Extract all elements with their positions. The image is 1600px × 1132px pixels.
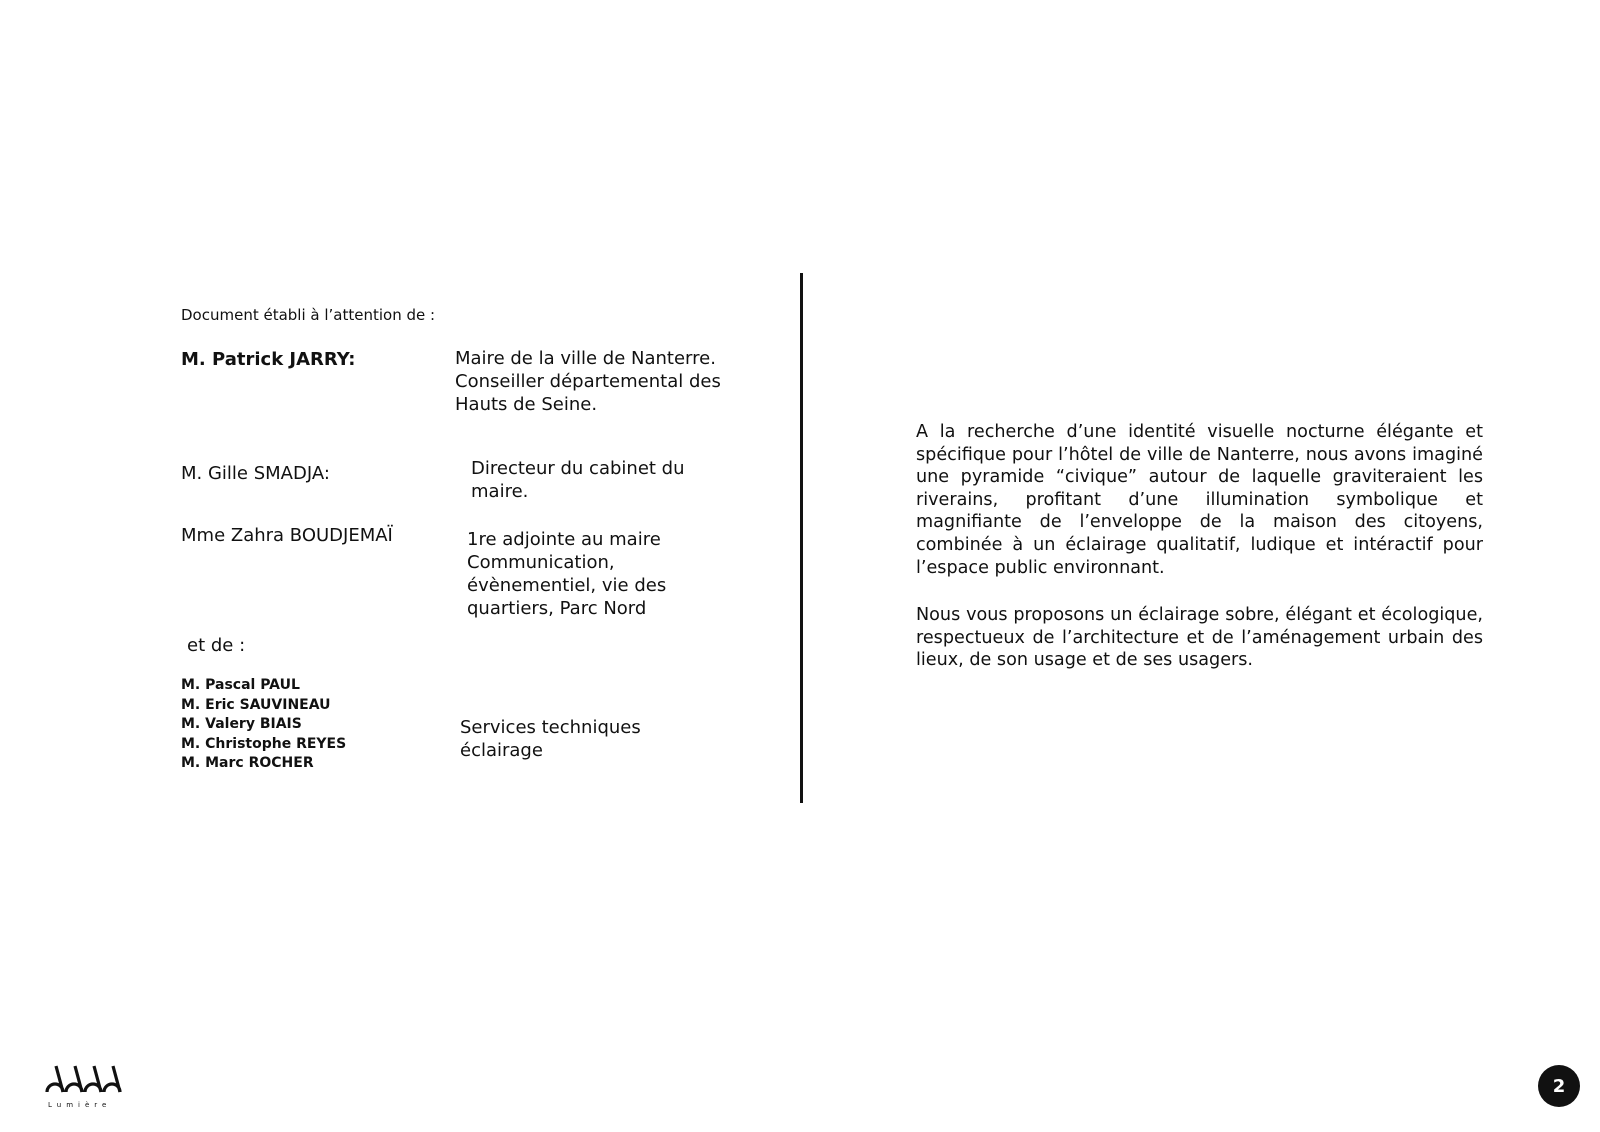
page-number: 2 <box>1538 1065 1580 1107</box>
logo-text: Lumière <box>48 1101 112 1109</box>
recipient-name-smadja: M. Gille SMADJA: <box>181 463 330 484</box>
technician-name: M. Eric SAUVINEAU <box>181 696 331 713</box>
role-line: éclairage <box>460 740 543 761</box>
role-line: Conseiller départemental des <box>455 371 721 392</box>
technicians-list <box>181 676 346 774</box>
recipient-role-smadja <box>471 457 685 503</box>
technician-name: M. Marc ROCHER <box>181 755 314 771</box>
role-line: 1re adjointe au maire <box>467 529 661 550</box>
recipient-name-boudjemai: Mme Zahra BOUDJEMAÏ <box>181 525 393 546</box>
recipient-role-boudjemai <box>467 528 666 620</box>
role-line: Communication, <box>467 552 615 573</box>
and-label: et de : <box>187 635 246 656</box>
technician-name: M. Pascal PAUL <box>181 677 300 693</box>
recipient-role-jarry <box>455 347 721 416</box>
technicians-role <box>460 716 641 762</box>
role-line: Directeur du cabinet du <box>471 458 685 479</box>
technician-name: M. Christophe REYES <box>181 735 347 752</box>
role-line: Hauts de Seine. <box>455 394 598 415</box>
intro-text: Document établi à l’attention de : <box>181 306 436 324</box>
paragraph-intro: A la recherche d’une identité visuelle nocturne élégante et spécifique pour l’hôtel de ville de Nanterre, nous avons imaginé une pyramide “civique” autour de laquelle graviteraient les riverains, profitant d’une illumination symbolique et magnifiante de l’enveloppe de la maison des citoyens, combinée à un éclairage qualitatif, ludique et intéractif pour l’espace public environnant. <box>916 422 1483 578</box>
dddd-logo-icon <box>44 1062 124 1096</box>
company-logo <box>44 1062 124 1108</box>
role-line: Maire de la ville de Nanterre. <box>455 348 716 369</box>
column-divider <box>800 273 803 803</box>
paragraph-proposal: Nous vous proposons un éclairage sobre, élégant et écologique, respectueux de l’architecture et de l’aménagement urbain des lieux, de son usage et de ses usagers. <box>916 605 1483 671</box>
role-line: évènementiel, vie des <box>467 575 667 596</box>
role-line: maire. <box>471 481 529 502</box>
role-line: Services techniques <box>460 717 641 738</box>
recipient-name-jarry: M. Patrick JARRY: <box>181 349 356 370</box>
technician-name: M. Valery BIAIS <box>181 716 302 732</box>
role-line: quartiers, Parc Nord <box>467 598 647 619</box>
